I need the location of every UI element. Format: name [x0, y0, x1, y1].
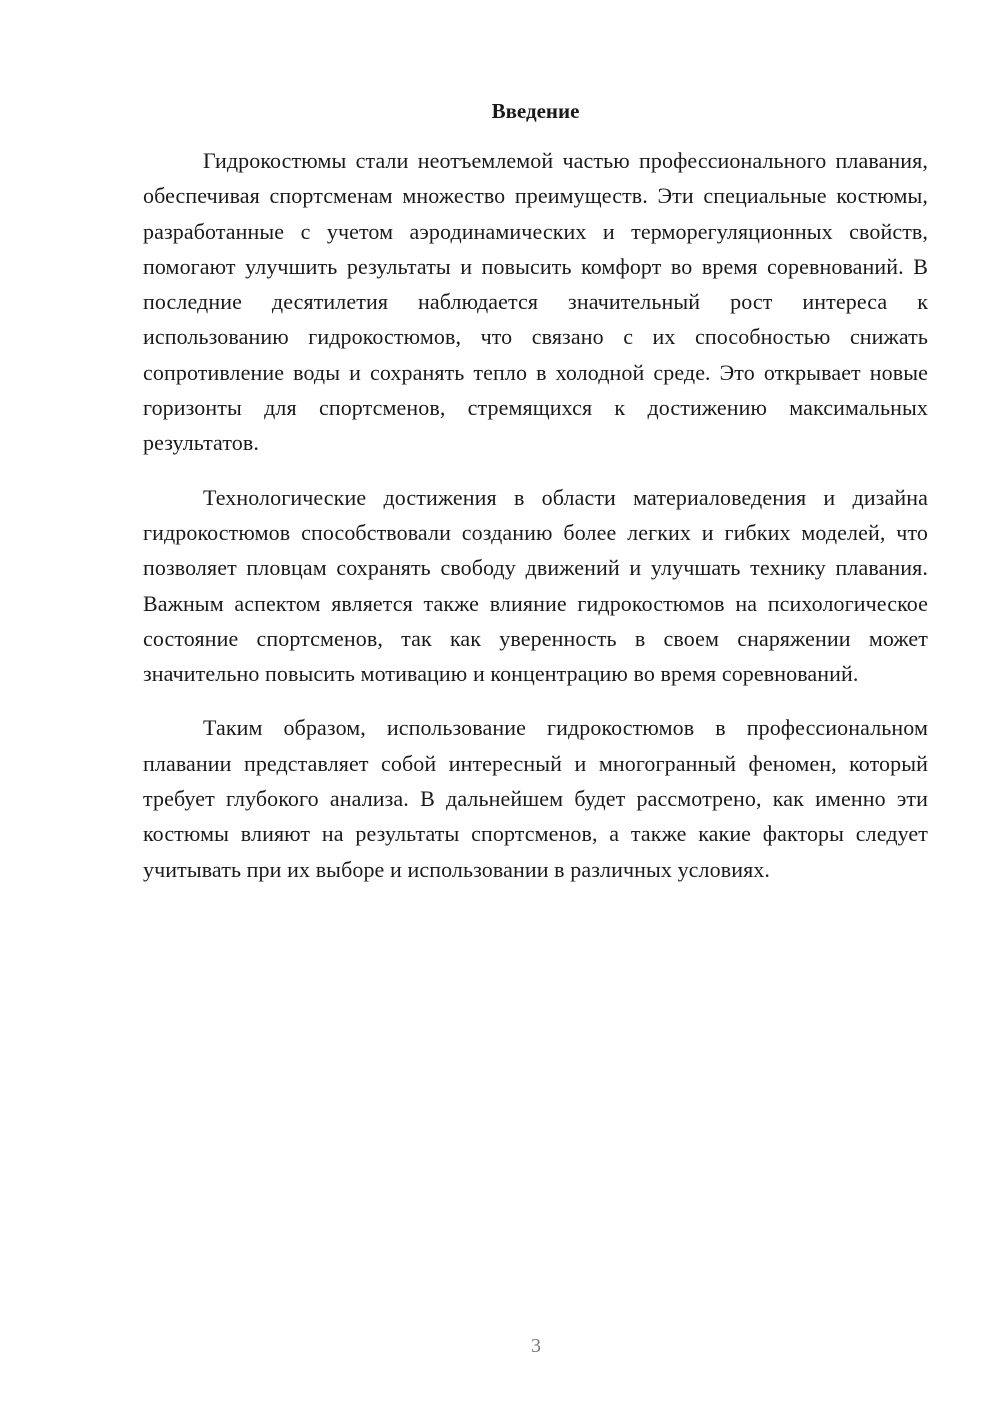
paragraph-2: Технологические достижения в области материаловедения и дизайна гидрокостюмов способствовали созданию более легких и гибких моделей, что позволяет пловцам сохранять свободу движений и улучшать технику плавания. Важным аспектом является также влияние гидрокостюмов на психологическое состояние спортсменов, так как уверенность в своем снаряжении может значительно повысить мотивацию и концентрацию во время соревнований. — [143, 484, 928, 687]
page-number: 3 — [531, 1335, 541, 1357]
body-text — [143, 143, 928, 906]
paragraph-1: Гидрокостюмы стали неотъемлемой частью профессионального плавания, обеспечивая спортсменам множество преимуществ. Эти специальные костюмы, разработанные с учетом аэродинамических и терморегуляционных свойств, помогают улучшить результаты и повысить комфорт во время соревнований. В последние десятилетия наблюдается значительный рост интереса к использованию гидрокостюмов, что связано с их способностью снижать сопротивление воды и сохранять тепло в холодной среде. Это открывает новые горизонты для спортсменов, стремящихся к достижению максимальных результатов. — [143, 148, 928, 456]
section-heading: Введение — [491, 99, 580, 123]
paragraph-3: Таким образом, использование гидрокостюмов в профессиональном плавании представляет собой интересный и многогранный феномен, который требует глубокого анализа. В дальнейшем будет рассмотрено, как именно эти костюмы влияют на результаты спортсменов, а также какие факторы следует учитывать при их выборе и использовании в различных условиях. — [143, 715, 928, 882]
